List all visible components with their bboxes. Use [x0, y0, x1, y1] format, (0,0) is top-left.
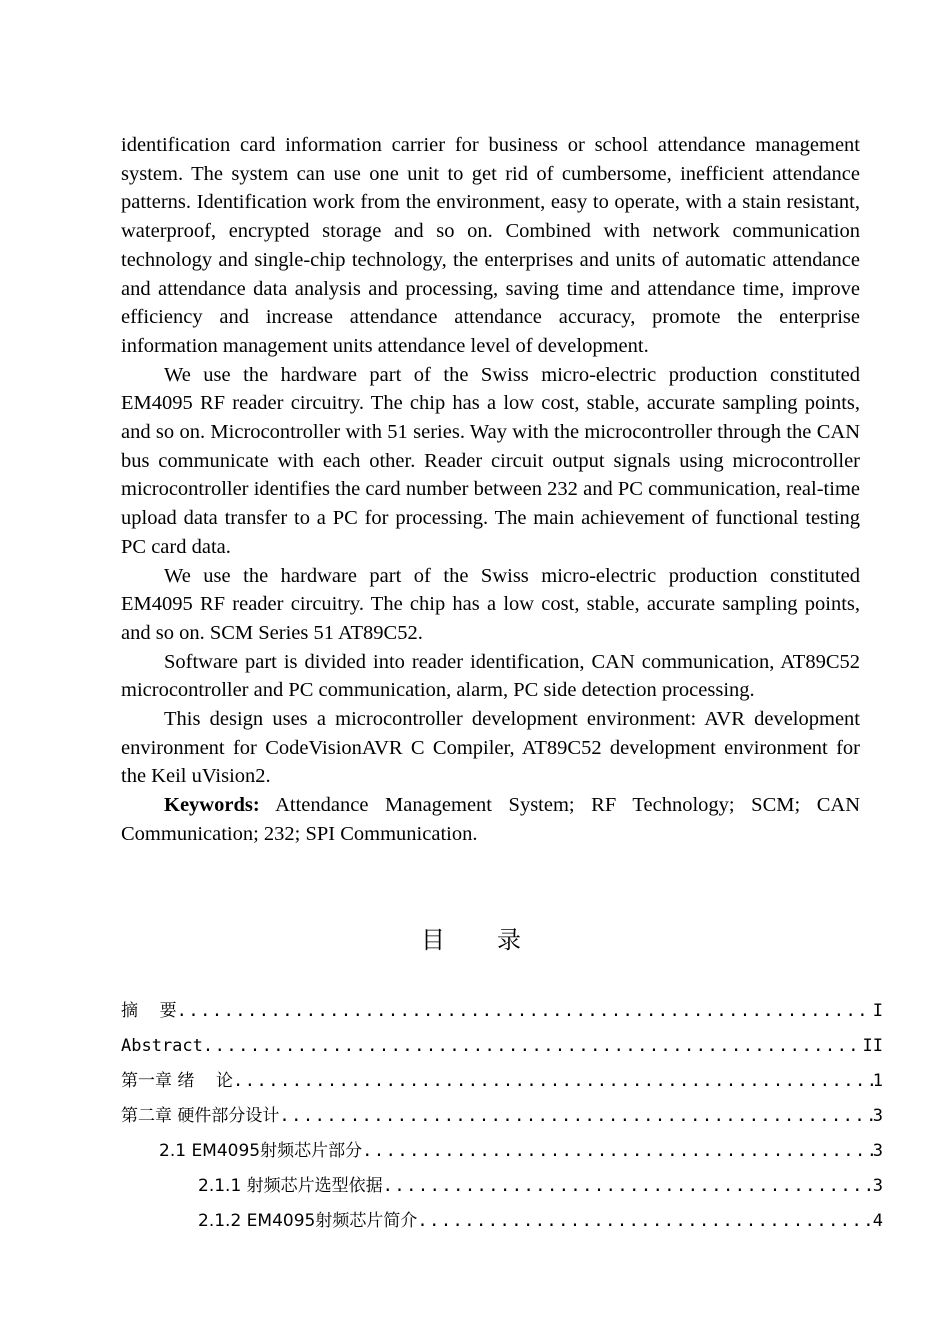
- toc-entry-label: 第一章 绪 论: [121, 1071, 234, 1091]
- toc-entry-page: 3: [872, 1106, 883, 1126]
- toc-entry-section-2-1[interactable]: [121, 1134, 883, 1169]
- abstract-body: [121, 131, 860, 849]
- table-of-contents: [121, 994, 883, 1239]
- toc-leader-dots: [362, 1134, 873, 1169]
- toc-entry-page: I: [872, 1001, 883, 1021]
- abstract-paragraph-5: This design uses a microcontroller development environment: AVR development environment for CodeVisionAVR C Compiler, AT89C52 development environment for the Keil uVision2.: [121, 708, 860, 788]
- toc-leader-dots: [177, 994, 873, 1029]
- toc-entry-label: 2.1 EM4095射频芯片部分: [159, 1141, 363, 1161]
- toc-entry-label: 2.1.1 射频芯片选型依据: [198, 1176, 383, 1196]
- abstract-paragraph-2: We use the hardware part of the Swiss micro-electric production constituted EM4095 RF reader circuitry. The chip has a low cost, stable, accurate sampling points, and so on. Microcontroller with 51 series. Way with the microcontroller through the CAN bus communicate with each other. Reader circuit output signals using microcontroller microcontroller identifies the card number between 232 and PC communication, real-time upload data transfer to a PC for processing. The main achievement of functional testing PC card data.: [121, 363, 860, 558]
- toc-entry-page: II: [862, 1036, 883, 1056]
- toc-entry-section-2-1-1[interactable]: [121, 1169, 883, 1204]
- toc-entry-chapter-2[interactable]: [121, 1099, 883, 1134]
- keywords-text: Attendance Management System; RF Technology; SCM; CAN Communication; 232; SPI Communication.: [121, 794, 860, 845]
- keywords-paragraph: [121, 791, 860, 848]
- abstract-paragraph-4: Software part is divided into reader identification, CAN communication, AT89C52 microcontroller and PC communication, alarm, PC side detection processing.: [121, 650, 860, 702]
- toc-entry-label: 第二章 硬件部分设计: [121, 1106, 280, 1126]
- toc-entry-page: 3: [872, 1141, 883, 1161]
- toc-entry-abstract-cn[interactable]: [121, 994, 883, 1029]
- toc-entry-page: 3: [872, 1176, 883, 1196]
- toc-leader-dots: [203, 1029, 863, 1064]
- toc-title-char-2: 录: [497, 926, 529, 954]
- toc-leader-dots: [233, 1064, 873, 1099]
- abstract-paragraph-3: We use the hardware part of the Swiss micro-electric production constituted EM4095 RF reader circuitry. The chip has a low cost, stable, accurate sampling points, and so on. SCM Series 51 AT89C52.: [121, 564, 860, 644]
- toc-leader-dots: [279, 1099, 872, 1134]
- toc-entry-section-2-1-2[interactable]: [121, 1204, 883, 1239]
- toc-entry-page: 1: [872, 1071, 883, 1091]
- keywords-label: Keywords:: [164, 794, 260, 817]
- toc-leader-dots: [383, 1169, 873, 1204]
- abstract-paragraph-1: identification card information carrier for business or school attendance management system. The system can use one unit to get rid of cumbersome, inefficient attendance patterns. Identification work from the environment, easy to operate, with a stain resistant, waterproof, encrypted storage and so on. Combined with network communication technology and single-chip technology, the enterprises and units of automatic attendance and attendance data analysis and processing, saving time and attendance time, improve efficiency and increase attendance attendance accuracy, promote the enterprise information management units attendance level of development.: [121, 134, 860, 357]
- toc-title-char-1: 目: [421, 926, 453, 954]
- toc-entry-label: 摘 要: [121, 1001, 177, 1021]
- toc-entry-abstract-en[interactable]: [121, 1029, 883, 1064]
- toc-leader-dots: [417, 1204, 872, 1239]
- toc-entry-page: 4: [872, 1211, 883, 1231]
- toc-entry-label: 2.1.2 EM4095射频芯片简介: [198, 1211, 418, 1231]
- toc-entry-chapter-1[interactable]: [121, 1064, 883, 1099]
- toc-title: [0, 920, 950, 955]
- toc-entry-label: Abstract: [121, 1036, 203, 1056]
